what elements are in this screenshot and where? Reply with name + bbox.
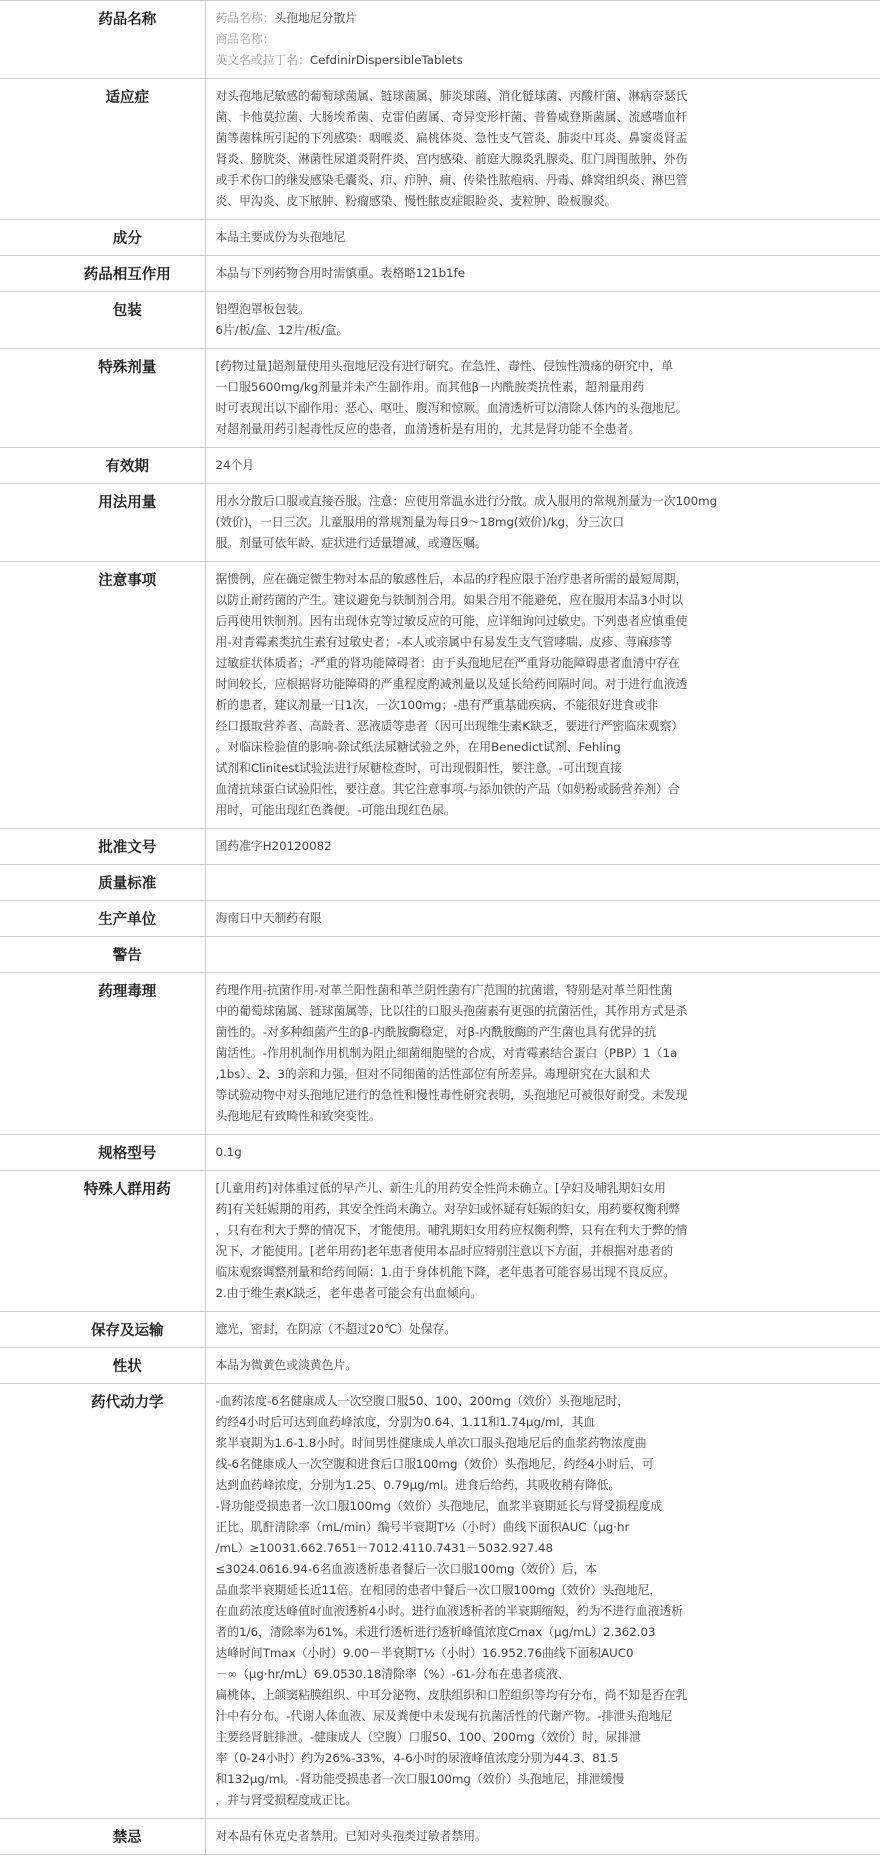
row-label [0, 292, 205, 349]
row-label-text: 质量标准 [98, 876, 157, 892]
row-label [0, 1, 205, 79]
row-value-line: 本品为微黄色或淡黄色片。 [215, 1358, 358, 1372]
row-label-text: 保存及运输 [91, 1323, 164, 1339]
row-value-line: 临床观察调整剂量和给药间隔：1.由于身体机能下降，老年患者可能容易出现不良反应。 [215, 1265, 676, 1279]
english-name-value: CefdinirDispersibleTablets [309, 53, 463, 67]
row-ingredients [0, 220, 880, 256]
trade-name-row [216, 29, 873, 50]
row-label-text: 包装 [112, 303, 142, 319]
row-value [205, 1135, 880, 1171]
row-value-line: 扁桃体、上颌窦粘膜组织、中耳分泌物、皮肤组织和口腔组织等均有分布，尚不知是否在乳 [215, 1688, 688, 1702]
row-label-text: 药品相互作用 [83, 267, 171, 283]
row-value-line: ，只有在利大于弊的情况下，才能使用。哺乳期妇女用药应权衡利弊，只有在利大于弊的情 [215, 1223, 688, 1237]
row-value-line: 6片/板/盒、12片/板/盒。 [215, 323, 349, 337]
row-value-line: 菌等菌株所引起的下列感染：咽喉炎、扁桃体炎、急性支气管炎、肺炎中耳炎、鼻窦炎肾盂 [215, 131, 688, 145]
row-value-line: 用-对青霉素类抗生素有过敏史者；-本人或亲属中有易发生支气管哮喘、皮疹、荨麻疹等 [215, 635, 673, 649]
row-contraindications [0, 1819, 880, 1855]
row-value-line: 对超剂量用药引起毒性反应的患者，血清透析是有用的，尤其是肾功能不全患者。 [215, 422, 641, 436]
row-label-text: 成分 [112, 231, 142, 247]
row-value-line: 析的患者，建议剂量一日1次，一次100mg；-患有严重基础疾病、不能很好进食或非 [215, 698, 659, 712]
row-label [0, 973, 205, 1135]
generic-name-value: 头孢地尼分散片 [274, 11, 358, 25]
row-value-line: 一口服5600mg/kg剂量并未产生副作用。而其他β－内酰胺类抗性素，超剂量用药 [215, 380, 645, 394]
row-value [205, 79, 880, 220]
row-value-line: 况下，才能使用。[老年用药]老年患者使用本品时应特别注意以下方面，并根据对患者的 [215, 1244, 673, 1258]
row-label [0, 484, 205, 562]
row-value [205, 448, 880, 484]
row-value-line: 对本品有休克史者禁用。已知对头孢类过敏者禁用。 [215, 1829, 487, 1843]
row-label [0, 349, 205, 448]
drug-info-body [0, 1, 880, 1855]
row-value-line: 菌活性。-作用机制作用机制为阻止细菌细胞壁的合成，对青霉素结合蛋白（PBP）1（1a [215, 1046, 678, 1060]
row-interactions [0, 256, 880, 292]
english-name-row [216, 50, 873, 71]
row-value-line: 本品与下列药物合用时需慎重。表格略121b1fe [215, 266, 465, 280]
row-value-line: ,1bs）、2、3的亲和力强，但对不同细菌的活性部位有所差异。毒理研究在大鼠和犬 [215, 1067, 651, 1081]
row-value [205, 349, 880, 448]
row-value [205, 484, 880, 562]
row-label-text: 有效期 [105, 459, 149, 475]
row-value-line: 时可表现出以下副作用：恶心、呕吐、腹泻和惊厥。血清透析可以清除人体内的头孢地尼。 [215, 401, 688, 415]
generic-name-row [216, 8, 873, 29]
row-indications [0, 79, 880, 220]
row-label-text: 适应症 [105, 90, 149, 106]
row-overdose [0, 349, 880, 448]
row-label [0, 829, 205, 865]
row-expiry [0, 448, 880, 484]
row-value-line: 用时，可能出现红色粪便。-可能出现红色尿。 [215, 803, 456, 817]
row-value-line: 达峰时间Tmax（小时）9.00－半衰期T½（小时）16.952.76曲线下面积AUC0 [215, 1646, 634, 1660]
row-value [205, 562, 880, 829]
row-label [0, 1312, 205, 1348]
row-value-line: 在血药浓度达峰值时血液透析4小时。进行血液透析者的半衰期缩短，约为不进行血液透析 [215, 1604, 684, 1618]
row-value-line: 血清抗球蛋白试验阳性，要注意。其它注意事项-与添加铁的产品（如奶粉或肠营养剂）合 [215, 782, 680, 796]
row-pharmacology [0, 973, 880, 1135]
row-value-line: 以防止耐药菌的产生。建议避免与铁制剂合用。如果合用不能避免，应在服用本品3小时以 [215, 593, 684, 607]
row-value-line: ≤3024.0616.94-6名血液透析患者餐后一次口服100mg（效价）后，本 [215, 1562, 598, 1576]
row-value-line: 品血浆半衰期延长近11倍。在相同的患者中餐后一次口服100mg（效价）头孢地尼， [215, 1583, 662, 1597]
row-value [205, 1819, 880, 1855]
row-value-line: 。对临床检验值的影响-除试纸法尿糖试验之外，在用Benedict试剂、Fehling [215, 740, 621, 754]
row-value-line: 用水分散后口服或直接吞服。注意：应使用常温水进行分散。成人服用的常规剂量为一次100mg [215, 494, 718, 508]
row-label-text: 药代动力学 [91, 1395, 164, 1411]
row-label-text: 生产单位 [98, 912, 157, 928]
row-label [0, 562, 205, 829]
row-dosage [0, 484, 880, 562]
row-value-line: 等试验动物中对头孢地尼进行的急性和慢性毒性研究表明，头孢地尼可被很好耐受。未发现 [215, 1088, 688, 1102]
row-value-line: 肾炎、膀胱炎、淋菌性尿道炎附件炎、宫内感染、前庭大腺炎乳腺炎、肛门周围脓肿、外伤 [215, 152, 688, 166]
row-value-line: 据惯例，应在确定微生物对本品的敏感性后，本品的疗程应限于治疗患者所需的最短周期， [215, 572, 688, 586]
row-value [205, 1384, 880, 1819]
row-precautions [0, 562, 880, 829]
row-value [205, 292, 880, 349]
row-value-line: 达到血药峰浓度，分别为1.25、0.79μg/ml。进食后给药，其吸收稍有降低。 [215, 1478, 621, 1492]
row-value [205, 937, 880, 973]
row-label-text: 药理毒理 [98, 984, 157, 1000]
row-special-groups [0, 1171, 880, 1312]
row-value [205, 1, 880, 79]
row-label [0, 1171, 205, 1312]
row-label-text: 特殊剂量 [98, 360, 157, 376]
row-value [205, 256, 880, 292]
trade-name-key: 商品名称： [215, 32, 275, 46]
generic-name-key: 药品名称： [215, 11, 275, 25]
row-label [0, 1384, 205, 1819]
row-value-line: -肾功能受损患者一次口服100mg（效价）头孢地尼，血浆半衰期延长与肾受损程度成 [215, 1499, 663, 1513]
row-value [205, 1171, 880, 1312]
row-value-line: 试剂和Clinitest试验法进行尿糖检查时，可出现假阳性，要注意。-可出现直接 [215, 761, 622, 775]
row-value-line: 约经4小时后可达到血药峰浓度，分别为0.64、1.11和1.74μg/ml，其血 [215, 1415, 596, 1429]
row-label [0, 256, 205, 292]
row-appearance [0, 1348, 880, 1384]
row-value-line: 服。剂量可依年龄、症状进行适量增减，或遵医嘱。 [215, 536, 487, 550]
row-value-line: 头孢地尼有致畸性和致突变性。 [215, 1109, 381, 1123]
row-label [0, 1135, 205, 1171]
row-label-text: 注意事项 [98, 573, 157, 589]
row-value [205, 1348, 880, 1384]
row-value-line: 过敏症状体质者；-严重的肾功能障碍者：由于头孢地尼在严重肾功能障碍患者血清中存在 [215, 656, 680, 670]
row-value-line: [儿童用药]对体重过低的早产儿、新生儿的用药安全性尚未确立。[孕妇及哺乳期妇女用 [215, 1181, 666, 1195]
row-value-line: 24个月 [215, 458, 255, 472]
row-value-line: 0.1g [215, 1145, 242, 1159]
row-value-line: 主要经肾脏排泄。-健康成人（空腹）口服50、100、200mg（效价）时，尿排泄 [215, 1730, 641, 1744]
row-value-line: ，并与肾受损程度成正比。 [215, 1793, 358, 1807]
row-value-line: 和132μg/ml。-肾功能受损患者一次口服100mg（效价）头孢地尼，排泄缓慢 [215, 1772, 625, 1786]
row-label [0, 937, 205, 973]
row-value-line: 时间较长，应根据肾功能障碍的严重程度酌减剂量以及延长给药间隔时间。对于进行血液透 [215, 677, 688, 691]
row-pharmacokinetics [0, 1384, 880, 1819]
row-value-line: 2.由于维生素K缺乏，老年患者可能会有出血倾向。 [215, 1286, 483, 1300]
row-label-text: 规格型号 [98, 1146, 157, 1162]
row-value-line: 中的葡萄球菌属、链球菌属等，比以往的口服头孢菌素有更强的抗菌活性，其作用方式是杀 [215, 1004, 688, 1018]
row-value-line: 药]有关妊娠期的用药，其安全性尚未确立。对孕妇或怀疑有妊娠的妇女，用药要权衡利弊 [215, 1202, 681, 1216]
row-value-line: [药物过量]超剂量使用头孢地尼没有进行研究。在急性、毒性、侵蚀性溃疡的研究中，单 [215, 359, 673, 373]
row-label [0, 1348, 205, 1384]
row-value [205, 1312, 880, 1348]
row-warning [0, 937, 880, 973]
row-value [205, 901, 880, 937]
row-value-line: 经口摄取营养者、高龄者、恶液质等患者（因可出现维生素K缺乏，要进行严密临床观察） [215, 719, 684, 733]
row-value-line: 菌性的。-对多种细菌产生的β-内酰胺酶稳定，对β-内酰胺酶的产生菌也具有优异的抗 [215, 1025, 657, 1039]
row-value-line: 药理作用-抗菌作用-对革兰阳性菌和革兰阴性菌有广范围的抗菌谱，特别是对革兰阳性菌 [215, 983, 673, 997]
row-value-line: 率（0-24小时）约为26%-33%，4-6小时的尿液峰值浓度分别为44.3、81.5 [215, 1751, 619, 1765]
row-label [0, 79, 205, 220]
row-label [0, 220, 205, 256]
row-value [205, 829, 880, 865]
row-value-line: 国药准字H20120082 [215, 839, 332, 853]
row-value-line: 炎、甲沟炎、皮下脓肿、粉瘤感染、慢性脓皮症眼睑炎、麦粒肿、睑板腺炎。 [215, 194, 617, 208]
row-label [0, 901, 205, 937]
row-value-line: 铝塑泡罩板包装。 [215, 302, 310, 316]
row-storage [0, 1312, 880, 1348]
row-label [0, 448, 205, 484]
row-label [0, 865, 205, 901]
row-manufacturer [0, 901, 880, 937]
row-value-line: 汁中有分布。-代谢人体血液、尿及粪便中未发现有抗菌活性的代谢产物。-排泄头孢地尼 [215, 1709, 673, 1723]
row-approval [0, 829, 880, 865]
row-value-line: /mL）≥10031.662.7651－7012.4110.7431－5032.927.48 [215, 1541, 553, 1555]
row-label [0, 1819, 205, 1855]
row-package [0, 292, 880, 349]
row-value-line: 海南日中天制药有限 [215, 911, 322, 925]
row-label-text: 特殊人群用药 [83, 1182, 171, 1198]
row-spec [0, 1135, 880, 1171]
row-label-text: 用法用量 [98, 495, 157, 511]
row-label-text: 性状 [112, 1359, 142, 1375]
row-value-line: 本品主要成份为头孢地尼 [215, 230, 346, 244]
row-value-line: 菌、卡他莫拉菌、大肠埃希菌、克雷伯菌属、奇异变形杆菌、普鲁威登斯菌属、流感嗜血杆 [215, 110, 688, 124]
row-label-text: 禁忌 [112, 1830, 142, 1846]
row-standard [0, 865, 880, 901]
row-value-line: 或手术伤口的继发感染毛囊炎、疖、疖肿、痈、传染性脓疱病、丹毒、蜂窝组织炎、淋巴管 [215, 173, 688, 187]
row-value [205, 220, 880, 256]
row-value [205, 973, 880, 1135]
row-value-line: (效价)，一日三次。儿童服用的常规剂量为每日9～18mg(效价)/kg，分三次口 [215, 515, 625, 529]
row-value-line: -血药浓度-6名健康成人一次空腹口服50、100、200mg（效价）头孢地尼时， [215, 1394, 630, 1408]
row-value-line: －∞（μg·hr/mL）69.0530.18清除率（%）-61-分布在患者痰液、 [215, 1667, 570, 1681]
row-name [0, 1, 880, 79]
row-value-line: 者的1/6，清除率为61%。未进行透析进行透析峰值浓度Cmax（μg/mL）2.362.03 [215, 1625, 656, 1639]
row-value-line: 遮光，密封，在阴凉（不超过20℃）处保存。 [215, 1322, 457, 1336]
row-label-text: 警告 [112, 948, 142, 964]
row-value-line: 后再使用铁制剂。因有出现休克等过敏反应的可能，应详细询问过敏史。下列患者应慎重使 [215, 614, 688, 628]
english-name-key: 英文名或拉丁名： [215, 53, 310, 67]
row-label-text: 批准文号 [98, 840, 157, 856]
row-value-line: 正比。肌酐清除率（mL/min）编号半衰期T½（小时）曲线下面积AUC（μg·hr [215, 1520, 630, 1534]
row-value-line: 浆半衰期为1.6-1.8小时。时间男性健康成人单次口服头孢地尼后的血浆药物浓度曲 [215, 1436, 647, 1450]
row-value-line: 线-6名健康成人一次空腹和进食后口服100mg（效价）头孢地尼，约经4小时后，可 [215, 1457, 654, 1471]
row-label-text: 药品名称 [98, 12, 157, 28]
row-value-line: 对头孢地尼敏感的葡萄球菌属、链球菌属、肺炎球菌、消化链球菌、丙酸杆菌、淋病奈瑟氏 [215, 89, 688, 103]
row-value [205, 865, 880, 901]
